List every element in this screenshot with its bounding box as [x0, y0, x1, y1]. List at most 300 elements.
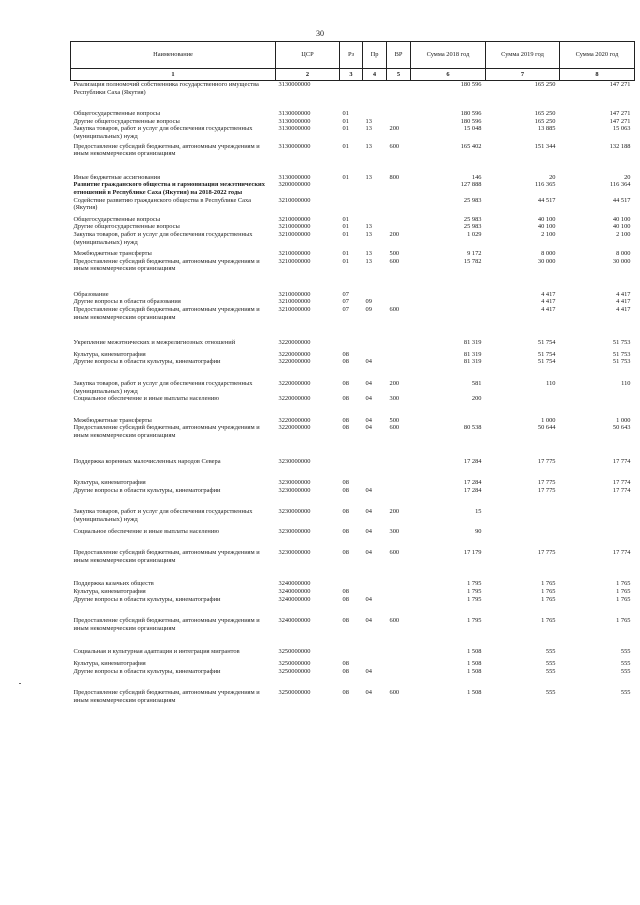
row-csr: 3220000000	[278, 395, 311, 403]
row-name: Предоставление субсидий бюджетным, автономным учреждениям и иным некоммерческим организациям	[73, 689, 260, 704]
row-vr	[387, 181, 411, 196]
row-vr: 200	[389, 125, 400, 133]
row-pr: 04	[365, 508, 372, 516]
row-vr	[387, 96, 411, 118]
row-pr	[363, 212, 387, 224]
table-row	[71, 231, 635, 246]
row-sum-2018: 165 402	[460, 142, 482, 150]
row-pr: 13	[365, 257, 372, 265]
row-sum-2020: 15 063	[612, 125, 631, 133]
row-csr: 3130000000	[278, 81, 311, 88]
row-sum-2018: 1 795	[467, 617, 482, 625]
row-sum-2020: 1 765	[616, 617, 631, 625]
row-rz: 08	[342, 416, 349, 424]
row-vr: 600	[389, 257, 400, 265]
row-vr	[387, 632, 411, 656]
row-sum-2018: 17 284	[463, 486, 482, 494]
row-name: Культура, кинематография	[73, 350, 146, 358]
row-sum-2018: 80 538	[463, 424, 482, 432]
table-row	[71, 197, 635, 212]
row-sum-2020: 1 765	[616, 580, 631, 588]
row-name: Другие вопросы в области образования	[73, 298, 181, 306]
table-row	[71, 96, 635, 118]
row-vr	[387, 223, 411, 231]
row-vr: 600	[389, 424, 400, 432]
table-row	[71, 81, 635, 97]
row-sum-2018: 81 319	[463, 339, 482, 347]
row-name: Общегосударственные вопросы	[73, 110, 161, 118]
row-pr	[363, 656, 387, 668]
row-rz: 08	[342, 527, 349, 535]
row-sum-2020: 40 100	[612, 223, 631, 231]
row-name: Предоставление субсидий бюджетным, автономным учреждениям и иным некоммерческим организациям	[73, 617, 260, 632]
row-sum-2019: 17 775	[537, 549, 556, 557]
row-vr: 300	[389, 395, 400, 403]
row-rz: 07	[342, 298, 349, 306]
row-rz: 01	[342, 173, 349, 181]
row-sum-2018: 180 596	[460, 117, 482, 125]
table-row	[71, 118, 635, 126]
table-row	[71, 258, 635, 273]
row-sum-2020: 4 417	[616, 290, 631, 298]
row-sum-2018: 9 172	[467, 250, 482, 258]
row-pr	[363, 197, 387, 212]
row-name: Закупка товаров, работ и услуг для обеспечения государственных (муниципальных) нужд	[73, 230, 253, 246]
row-sum-2019: 51 754	[537, 339, 556, 347]
row-sum-2020: 50 643	[612, 424, 631, 432]
row-csr: 3240000000	[278, 617, 311, 625]
row-sum-2019: 17 775	[537, 479, 556, 487]
table-row	[71, 588, 635, 596]
row-rz: 01	[342, 230, 349, 238]
row-pr: 09	[365, 306, 372, 314]
row-name: Культура, кинематография	[73, 659, 146, 667]
row-csr: 3130000000	[278, 125, 311, 133]
row-csr: 3210000000	[278, 257, 311, 265]
row-pr	[363, 96, 387, 118]
row-rz: 01	[342, 110, 349, 118]
row-sum-2020: 17 774	[612, 479, 631, 487]
row-name: Предоставление субсидий бюджетным, автономным учреждениям и иным некоммерческим организациям	[73, 424, 260, 439]
row-sum-2018: 1 508	[467, 659, 482, 667]
row-rz: 08	[342, 350, 349, 358]
row-sum-2020: 555	[620, 648, 631, 656]
table-row	[71, 181, 635, 196]
row-sum-2018	[411, 306, 486, 321]
row-rz: 08	[342, 659, 349, 667]
row-name: Культура, кинематография	[73, 587, 146, 595]
row-pr: 13	[365, 230, 372, 238]
row-name: Социальное обеспечение и иные выплаты населению	[73, 395, 220, 403]
row-rz: 01	[342, 117, 349, 125]
row-sum-2020: 110	[621, 380, 631, 388]
row-rz: 08	[342, 508, 349, 516]
header-row	[71, 42, 635, 69]
row-name: Реализация полномочий собственника государственного имущества Республики Саха (Якутия)	[73, 81, 259, 96]
row-pr: 04	[365, 358, 372, 366]
row-name: Межбюджетные трансферты	[73, 250, 152, 258]
row-csr: 3230000000	[278, 479, 311, 487]
row-csr: 3250000000	[278, 659, 311, 667]
row-csr: 3230000000	[278, 457, 311, 465]
row-pr: 13	[365, 142, 372, 150]
row-pr: 04	[365, 667, 372, 675]
row-vr: 800	[389, 173, 400, 181]
row-csr: 3250000000	[278, 689, 311, 697]
row-sum-2019: 50 644	[537, 424, 556, 432]
row-name: Развитие гражданского общества и гармонизация межэтнических отношений в Республике Саха (Якутия) на 2018-2022 годы	[73, 181, 265, 196]
row-vr	[387, 358, 411, 366]
row-rz: 01	[342, 142, 349, 150]
row-sum-2019: 165 250	[534, 81, 556, 88]
row-rz: 08	[342, 424, 349, 432]
row-rz: 08	[342, 549, 349, 557]
row-vr	[387, 564, 411, 588]
row-sum-2020: 17 774	[612, 486, 631, 494]
row-vr	[387, 465, 411, 487]
row-sum-2018: 15 782	[463, 257, 482, 265]
row-vr	[387, 656, 411, 668]
row-sum-2018: 1 508	[467, 667, 482, 675]
row-rz	[340, 181, 363, 196]
row-sum-2019: 151 344	[534, 142, 556, 150]
row-sum-2020: 44 517	[612, 196, 631, 204]
row-name: Поддержка казачьих обществ	[73, 580, 154, 588]
row-rz: 08	[342, 587, 349, 595]
row-sum-2020	[560, 494, 635, 523]
row-sum-2018: 25 983	[463, 223, 482, 231]
table-row	[71, 347, 635, 359]
header-2019: Сумма 2019 год	[486, 42, 560, 69]
table-row	[71, 298, 635, 306]
column-number: 4	[363, 69, 387, 81]
row-pr	[363, 321, 387, 347]
column-number: 6	[411, 69, 486, 81]
row-csr: 3250000000	[278, 648, 311, 656]
row-name: Образование	[73, 290, 109, 298]
row-vr: 500	[389, 250, 400, 258]
row-sum-2019	[486, 524, 560, 536]
row-csr: 3230000000	[278, 486, 311, 494]
row-sum-2020: 555	[620, 659, 631, 667]
row-name: Другие общегосударственные вопросы	[73, 223, 180, 231]
row-vr: 500	[389, 416, 400, 424]
row-sum-2019: 40 100	[537, 215, 556, 223]
column-number: 7	[486, 69, 560, 81]
row-csr: 3230000000	[278, 527, 311, 535]
row-sum-2019: 30 000	[537, 257, 556, 265]
row-sum-2019	[486, 395, 560, 403]
row-sum-2018: 180 596	[460, 110, 482, 118]
row-pr: 04	[365, 395, 372, 403]
table-row	[71, 465, 635, 487]
row-sum-2018: 81 319	[463, 350, 482, 358]
row-vr	[387, 81, 411, 97]
row-sum-2019: 165 250	[534, 110, 556, 118]
table-row	[71, 632, 635, 656]
header-name: Наименование	[71, 42, 276, 69]
header-2020: Сумма 2020 год	[560, 42, 635, 69]
row-pr: 04	[365, 617, 372, 625]
row-name: Закупка товаров, работ и услуг для обеспечения государственных (муниципальных) нужд	[73, 380, 253, 395]
row-sum-2019: 44 517	[537, 196, 556, 204]
row-name: Другие вопросы в области культуры, кинематографии	[73, 667, 221, 675]
row-rz: 08	[342, 380, 349, 388]
row-rz	[340, 321, 363, 347]
row-sum-2018: 1 795	[467, 580, 482, 588]
row-vr: 600	[389, 617, 400, 625]
table-row	[71, 564, 635, 588]
row-name: Другие общегосударственные вопросы	[73, 117, 180, 125]
row-csr: 3210000000	[278, 298, 311, 306]
row-name: Другие вопросы в области культуры, кинематографии	[73, 358, 221, 366]
row-sum-2020: 555	[620, 689, 631, 697]
row-pr: 04	[365, 416, 372, 424]
row-pr	[363, 465, 387, 487]
row-csr: 3130000000	[278, 117, 311, 125]
table-row	[71, 366, 635, 395]
row-sum-2018: 1 029	[467, 230, 482, 238]
row-sum-2020: 1 765	[616, 587, 631, 595]
row-rz	[340, 197, 363, 212]
table-row	[71, 668, 635, 676]
budget-table	[70, 41, 635, 704]
row-sum-2020: 2 100	[616, 230, 631, 238]
row-name: Предоставление субсидий бюджетным, автономным учреждениям и иным некоммерческим организациям	[73, 549, 260, 564]
row-sum-2020: 17 774	[612, 549, 631, 557]
row-name: Социальная и культурная адаптация и интеграция мигрантов	[73, 648, 240, 656]
row-sum-2018: 25 983	[463, 215, 482, 223]
row-pr: 04	[365, 689, 372, 697]
row-sum-2019: 555	[545, 659, 556, 667]
table-row	[71, 125, 635, 140]
row-sum-2018	[411, 273, 486, 299]
row-name: Общегосударственные вопросы	[73, 215, 161, 223]
row-sum-2020	[560, 524, 635, 536]
row-pr	[363, 588, 387, 596]
table-body	[71, 81, 635, 705]
row-sum-2019: 1 765	[541, 617, 556, 625]
table-row	[71, 596, 635, 604]
row-sum-2018: 1 795	[467, 595, 482, 603]
row-sum-2020: 20	[624, 173, 631, 181]
row-sum-2018: 17 179	[463, 549, 482, 557]
row-sum-2019: 4 417	[541, 306, 556, 314]
row-vr: 200	[389, 508, 400, 516]
row-sum-2018: 1 508	[467, 689, 482, 697]
row-csr: 3210000000	[278, 196, 311, 204]
row-sum-2018	[411, 298, 486, 306]
row-pr	[363, 632, 387, 656]
row-sum-2020: 116 364	[609, 181, 631, 189]
row-sum-2019: 40 100	[537, 223, 556, 231]
row-csr: 3250000000	[278, 667, 311, 675]
table-row	[71, 487, 635, 495]
row-sum-2020: 132 188	[609, 142, 631, 150]
row-pr: 04	[365, 527, 372, 535]
row-rz: 08	[342, 395, 349, 403]
table-row	[71, 494, 635, 523]
row-sum-2018: 25 983	[463, 196, 482, 204]
row-sum-2020: 147 271	[609, 117, 631, 125]
page-number: 30	[316, 29, 324, 38]
row-pr: 13	[365, 173, 372, 181]
row-sum-2019: 2 100	[541, 230, 556, 238]
row-csr: 3230000000	[278, 508, 311, 516]
row-sum-2020: 17 774	[612, 457, 631, 465]
row-pr: 04	[365, 549, 372, 557]
row-name: Предоставление субсидий бюджетным, автономным учреждениям и иным некоммерческим организациям	[73, 142, 260, 158]
row-rz	[340, 632, 363, 656]
column-number: 8	[560, 69, 635, 81]
row-name: Социальное обеспечение и иные выплаты населению	[73, 527, 220, 535]
header-2018: Сумма 2018 год	[411, 42, 486, 69]
row-sum-2018: 15 048	[463, 125, 482, 133]
row-sum-2020: 51 753	[612, 358, 631, 366]
row-sum-2018: 1 508	[467, 648, 482, 656]
row-sum-2018	[411, 403, 486, 425]
row-sum-2018: 90	[475, 527, 482, 535]
row-sum-2018: 127 888	[460, 181, 482, 189]
row-vr	[387, 197, 411, 212]
row-name: Предоставление субсидий бюджетным, автономным учреждениям и иным некоммерческим организациям	[73, 306, 260, 321]
column-number-row	[71, 69, 635, 81]
row-name: Укрепление межэтнических и межрелигиозных отношений	[73, 339, 236, 347]
table-row	[71, 535, 635, 564]
row-sum-2018: 17 284	[463, 457, 482, 465]
row-rz: 01	[342, 257, 349, 265]
row-sum-2018: 1 795	[467, 587, 482, 595]
row-rz: 07	[342, 290, 349, 298]
row-sum-2018: 15	[475, 508, 482, 516]
table-row	[71, 158, 635, 182]
row-sum-2019: 1 000	[541, 416, 556, 424]
row-sum-2020: 4 417	[616, 298, 631, 306]
row-sum-2020: 51 753	[612, 350, 631, 358]
row-vr	[387, 212, 411, 224]
row-csr: 3210000000	[278, 250, 311, 258]
row-sum-2020: 4 417	[616, 306, 631, 314]
row-sum-2020: 40 100	[612, 215, 631, 223]
row-sum-2019: 8 000	[541, 250, 556, 258]
row-sum-2019: 4 417	[541, 298, 556, 306]
row-vr: 600	[389, 306, 400, 314]
row-csr: 3210000000	[278, 215, 311, 223]
row-vr	[387, 273, 411, 299]
row-sum-2019: 17 775	[537, 457, 556, 465]
row-pr	[363, 81, 387, 97]
row-sum-2019: 51 754	[537, 350, 556, 358]
row-rz: 01	[342, 125, 349, 133]
row-sum-2019: 1 765	[541, 580, 556, 588]
scan-mark	[19, 683, 21, 684]
row-name: Предоставление субсидий бюджетным, автономным учреждениям и иным некоммерческим организациям	[73, 257, 260, 273]
row-vr	[387, 596, 411, 604]
table-row	[71, 440, 635, 466]
row-rz	[340, 440, 363, 466]
row-name: Другие вопросы в области культуры, кинематографии	[73, 595, 221, 603]
row-pr: 04	[365, 424, 372, 432]
table-row	[71, 603, 635, 632]
column-number: 2	[276, 69, 340, 81]
row-pr: 09	[365, 298, 372, 306]
row-rz: 07	[342, 306, 349, 314]
row-vr	[387, 440, 411, 466]
row-sum-2018: 17 284	[463, 479, 482, 487]
row-sum-2019: 20	[549, 173, 556, 181]
row-csr: 3240000000	[278, 580, 311, 588]
row-sum-2019: 1 765	[541, 587, 556, 595]
row-csr: 3220000000	[278, 380, 311, 388]
row-csr: 3220000000	[278, 350, 311, 358]
row-pr	[363, 181, 387, 196]
row-vr	[387, 588, 411, 596]
row-rz: 08	[342, 667, 349, 675]
row-sum-2018: 200	[471, 395, 482, 403]
table-row	[71, 273, 635, 299]
table-row	[71, 524, 635, 536]
row-csr: 3130000000	[278, 173, 311, 181]
row-pr: 13	[365, 223, 372, 231]
row-rz: 08	[342, 358, 349, 366]
row-pr	[363, 564, 387, 588]
table-row	[71, 395, 635, 403]
row-sum-2018: 146	[471, 173, 482, 181]
table-row	[71, 306, 635, 321]
row-rz: 01	[342, 223, 349, 231]
row-csr: 3210000000	[278, 230, 311, 238]
row-rz: 08	[342, 595, 349, 603]
table-row	[71, 321, 635, 347]
row-sum-2019: 13 885	[537, 125, 556, 133]
header-csr: ЦСР	[276, 42, 340, 69]
row-sum-2020: 8 000	[616, 250, 631, 258]
row-sum-2019: 555	[545, 648, 556, 656]
row-vr: 600	[389, 142, 400, 150]
row-sum-2018: 180 596	[460, 81, 482, 88]
row-vr: 300	[389, 527, 400, 535]
row-sum-2019: 4 417	[541, 290, 556, 298]
column-number: 3	[340, 69, 363, 81]
row-rz: 08	[342, 479, 349, 487]
row-rz: 08	[342, 617, 349, 625]
row-pr: 13	[365, 117, 372, 125]
row-pr: 04	[365, 486, 372, 494]
row-name: Культура, кинематография	[73, 479, 146, 487]
row-sum-2019: 555	[545, 689, 556, 697]
row-vr: 200	[389, 230, 400, 238]
row-sum-2020: 51 753	[612, 339, 631, 347]
row-vr: 200	[389, 380, 400, 388]
row-pr	[363, 273, 387, 299]
row-csr: 3210000000	[278, 223, 311, 231]
row-sum-2020: 147 271	[609, 81, 631, 88]
row-pr: 13	[365, 250, 372, 258]
row-sum-2020: 147 271	[609, 110, 631, 118]
row-csr: 3210000000	[278, 290, 311, 298]
row-sum-2019: 110	[546, 380, 556, 388]
row-csr: 3130000000	[278, 110, 311, 118]
row-rz: 01	[342, 250, 349, 258]
row-sum-2018: 581	[471, 380, 482, 388]
row-vr	[387, 298, 411, 306]
row-sum-2019	[486, 494, 560, 523]
row-csr: 3210000000	[278, 306, 311, 314]
row-sum-2020: 1 765	[616, 595, 631, 603]
column-number: 5	[387, 69, 411, 81]
row-csr: 3220000000	[278, 424, 311, 432]
table-row	[71, 403, 635, 425]
